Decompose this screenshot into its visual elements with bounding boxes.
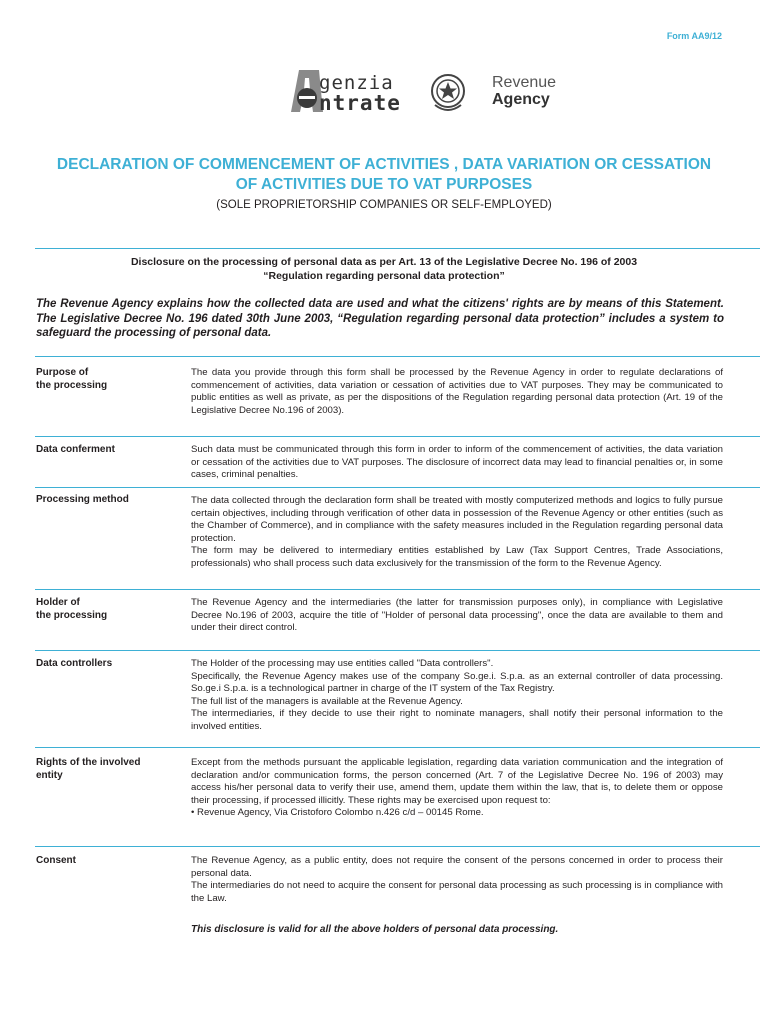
document-subtitle: (SOLE PROPRIETORSHIP COMPANIES OR SELF-EMPLOYED) (216, 199, 552, 211)
section-label-consent: Consent (36, 855, 76, 866)
brand-revenue: Revenue (492, 74, 557, 91)
section-label-data-controllers: Data controllers (36, 658, 113, 669)
divider (35, 589, 760, 590)
disclosure-subheading: “Regulation regarding personal data protection” (263, 270, 505, 282)
logo-text-agenzia: genzia (319, 72, 394, 94)
section-text-data-conferment: Such data must be communicated through this form in order to inform of the commencement of activities, the data variation or cessation of the activities due to VAT purposes. The disclosure of incorrect data may lead to financial penalties or, in some cases, criminal penalties. (191, 444, 723, 480)
divider (35, 747, 760, 748)
section-label-holder: Holder of the processing (36, 597, 108, 621)
document-title (30, 155, 738, 195)
section-text-holder: The Revenue Agency and the intermediaries (the latter for transmission purposes only), in compliance with Legislative Decree No.196 of 2003, acquire the title of "Holder of personal data processing", once the data are available to them and under their direct control. (191, 597, 723, 633)
brand-agency: Agency (492, 91, 550, 108)
section-text-purpose: The data you provide through this form shall be processed by the Revenue Agency in order to regulate declarations of commencement of activities, data variation or cessation of activities due to VAT purposes. They may be communicated to public entities as well as private, as per the dispositions of the Regulation regarding personal data protection (Art. 19 of the Legislative Decree No.196 of 2003). (191, 367, 723, 416)
title-line-1: DECLARATION OF COMMENCEMENT OF ACTIVITIES , DATA VARIATION OR CESSATION (56, 156, 712, 173)
italian-emblem-icon (429, 71, 467, 115)
disclosure-heading: Disclosure on the processing of personal data as per Art. 13 of the Legislative Decree No. 196 of 2003 (130, 256, 638, 268)
divider (35, 846, 760, 847)
divider (35, 487, 760, 488)
section-label-purpose: Purpose of the processing (36, 367, 108, 391)
divider (35, 356, 760, 357)
section-text-consent: The Revenue Agency, as a public entity, does not require the consent of the persons concerned in order to process their personal data. The intermediaries do not need to acquire the consent for personal data processing as such processing is in compliance with the Law. (191, 855, 723, 904)
section-text-processing-method: The data collected through the declaration form shall be treated with mostly computerized methods and logics to fully pursue certain objectives, including through verification of other data in possession of the Revenue Agency or other entities (such as the Chamber of Commerce), and in compliance with the safety measures included in the Regulation regarding personal data protection. The form may be delivered to intermediary entities established by Law (Tax Support Centres, Trade Associations, professionals) who shall process such data exclusively for the transmission of the form to the Revenue Agency. (191, 495, 723, 569)
section-label-processing-method: Processing method (36, 494, 129, 505)
title-line-2: OF ACTIVITIES DUE TO VAT PURPOSES (235, 176, 533, 193)
form-id: Form AA9/12 (666, 31, 722, 41)
section-label-data-conferment: Data conferment (36, 444, 115, 455)
divider (35, 650, 760, 651)
divider (35, 436, 760, 437)
agency-logo (289, 68, 579, 118)
final-note: This disclosure is valid for all the above holders of personal data processing. (191, 924, 559, 935)
intro-paragraph: The Revenue Agency explains how the collected data are used and what the citizens' rights are by means of this Statement. The Legislative Decree No. 196 dated 30th June 2003, “Regulation regarding personal data protection” includes a system to safeguard the processing of personal data. (36, 298, 724, 339)
section-text-rights: Except from the methods pursuant the applicable legislation, regarding data variation communication and the integration of declaration and/or communication forms, the person concerned (Art. 7 of the Legislative Decree No. 196 of 2003) may access his/her personal data to verify their use, amend them, update them within the law, that is, to delete them or oppose their processing, if processed illicitly. These rights may be exercised upon request to: • Revenue Agency, Via Cristoforo Colombo n.426 c/d – 00145 Rome. (191, 757, 723, 818)
divider (35, 248, 760, 249)
section-label-rights: Rights of the involved entity (36, 757, 141, 781)
logo-text-entrate: ntrate (319, 91, 401, 115)
section-text-data-controllers: The Holder of the processing may use entities called "Data controllers". Specifically, the Revenue Agency makes use of the company So.ge.i. S.p.a. as an external controller of data processing. So.ge.i S.p.a. is a technological partner in charge of the IT system of the Tax Registry. The full list of the managers is available at the Revenue Agency. The intermediaries, if they decide to use their right to nominate managers, shall notify their personal information to the involved entities. (191, 658, 723, 732)
